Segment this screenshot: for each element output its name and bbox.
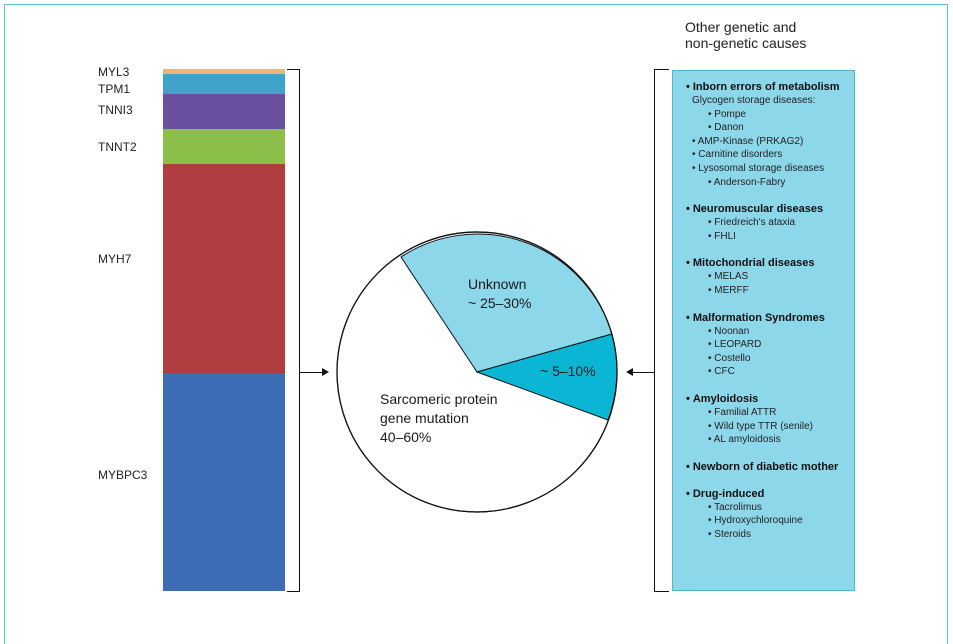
cause-item: • Hydroxychloroquine (708, 515, 803, 527)
gene-label-myl3: MYL3 (98, 65, 130, 79)
bar-segment-tpm1 (163, 74, 285, 94)
category-gap (686, 474, 854, 488)
cause-category (686, 203, 854, 243)
left-arrow-head (322, 368, 329, 376)
left-bracket (287, 69, 300, 592)
cause-category-label: Drug-induced (692, 487, 765, 500)
cause-item: • CFC (708, 366, 735, 378)
cause-category-heading (686, 203, 854, 216)
cause-item: • LEOPARD (708, 339, 762, 351)
right-bracket (654, 69, 669, 592)
cause-category (686, 257, 854, 297)
gene-label-tnnt2: TNNT2 (98, 140, 137, 154)
cause-item: • MERFF (708, 284, 749, 296)
pie-unknown-value: ~ 25–30% (468, 295, 532, 311)
right-arrow-head (626, 368, 633, 376)
other-causes-title (685, 19, 806, 51)
bullet-icon: • (686, 392, 690, 405)
bar-segment-myh7 (163, 164, 285, 373)
cause-item: • Costello (708, 352, 751, 364)
cause-category-heading (686, 488, 854, 501)
pie-sarcomeric-value: 40–60% (380, 429, 432, 445)
bullet-icon: • (686, 203, 690, 216)
cause-item: • Carnitine disorders (692, 149, 783, 161)
cause-item: • MELAS (708, 271, 749, 283)
pie-unknown-label: Unknown (468, 276, 527, 292)
cause-item: • Wild type TTR (senile) (708, 420, 814, 432)
cause-category-heading (686, 312, 854, 325)
gene-label-tpm1: TPM1 (98, 82, 131, 96)
pie-other-value: ~ 5–10% (540, 363, 596, 379)
cause-item: • Familial ATTR (708, 406, 777, 418)
cause-item: • FHLI (708, 230, 736, 242)
pie-sarcomeric-line2: gene mutation (380, 410, 469, 426)
bullet-icon: • (686, 257, 690, 270)
other-causes-box (672, 70, 855, 591)
category-gap (686, 447, 854, 461)
pie-sarcomeric-line1: Sarcomeric protein (380, 391, 498, 407)
cause-category-heading (686, 393, 854, 406)
bullet-icon: • (686, 487, 690, 500)
right-arrow (632, 372, 654, 373)
cause-category-label: Newborn of diabetic mother (692, 460, 839, 473)
cause-item: • Tacrolimus (708, 501, 762, 513)
category-gap (686, 298, 854, 312)
bar-segment-tnni3 (163, 94, 285, 129)
other-causes-title-line1: Other genetic and (685, 19, 797, 35)
cause-category-heading (686, 461, 854, 474)
cause-category-label: Neuromuscular diseases (692, 203, 824, 216)
category-gap (686, 243, 854, 257)
bar-segment-mybpc3 (163, 373, 285, 591)
gene-label-tnni3: TNNI3 (98, 103, 133, 117)
bullet-icon: • (686, 460, 690, 473)
cause-item: • AL amyloidosis (708, 434, 781, 446)
cause-category-label: Malformation Syndromes (692, 311, 825, 324)
cause-category-label: Inborn errors of metabolism (692, 81, 840, 93)
cause-category-heading (686, 257, 854, 270)
bullet-icon: • (686, 81, 690, 93)
cause-category (686, 312, 854, 379)
gene-label-mybpc3: MYBPC3 (98, 468, 148, 482)
left-arrow (300, 372, 324, 373)
gene-label-myh7: MYH7 (98, 252, 132, 266)
bullet-icon: • (686, 311, 690, 324)
cause-category (686, 393, 854, 447)
cause-category (686, 81, 854, 189)
cause-item: • Danon (708, 122, 744, 134)
cause-item: • AMP-Kinase (PRKAG2) (692, 135, 804, 147)
cause-item: • Noonan (708, 325, 750, 337)
cause-category-heading (686, 81, 854, 94)
category-gap (686, 189, 854, 203)
category-gap (686, 379, 854, 393)
cause-category (686, 488, 854, 542)
cause-category (686, 461, 854, 474)
cause-category-label: Mitochondrial diseases (692, 257, 815, 270)
cause-item: • Pompe (708, 108, 746, 120)
cause-category-label: Amyloidosis (692, 392, 759, 405)
cause-item: Glycogen storage diseases: (692, 95, 816, 106)
bar-segment-tnnt2 (163, 129, 285, 164)
cause-item: • Lysosomal storage diseases (692, 162, 825, 174)
cause-item: • Anderson-Fabry (708, 176, 786, 188)
other-causes-title-line2: non-genetic causes (685, 35, 807, 51)
cause-item: • Steroids (708, 528, 751, 540)
cause-item: • Friedreich's ataxia (708, 217, 796, 229)
